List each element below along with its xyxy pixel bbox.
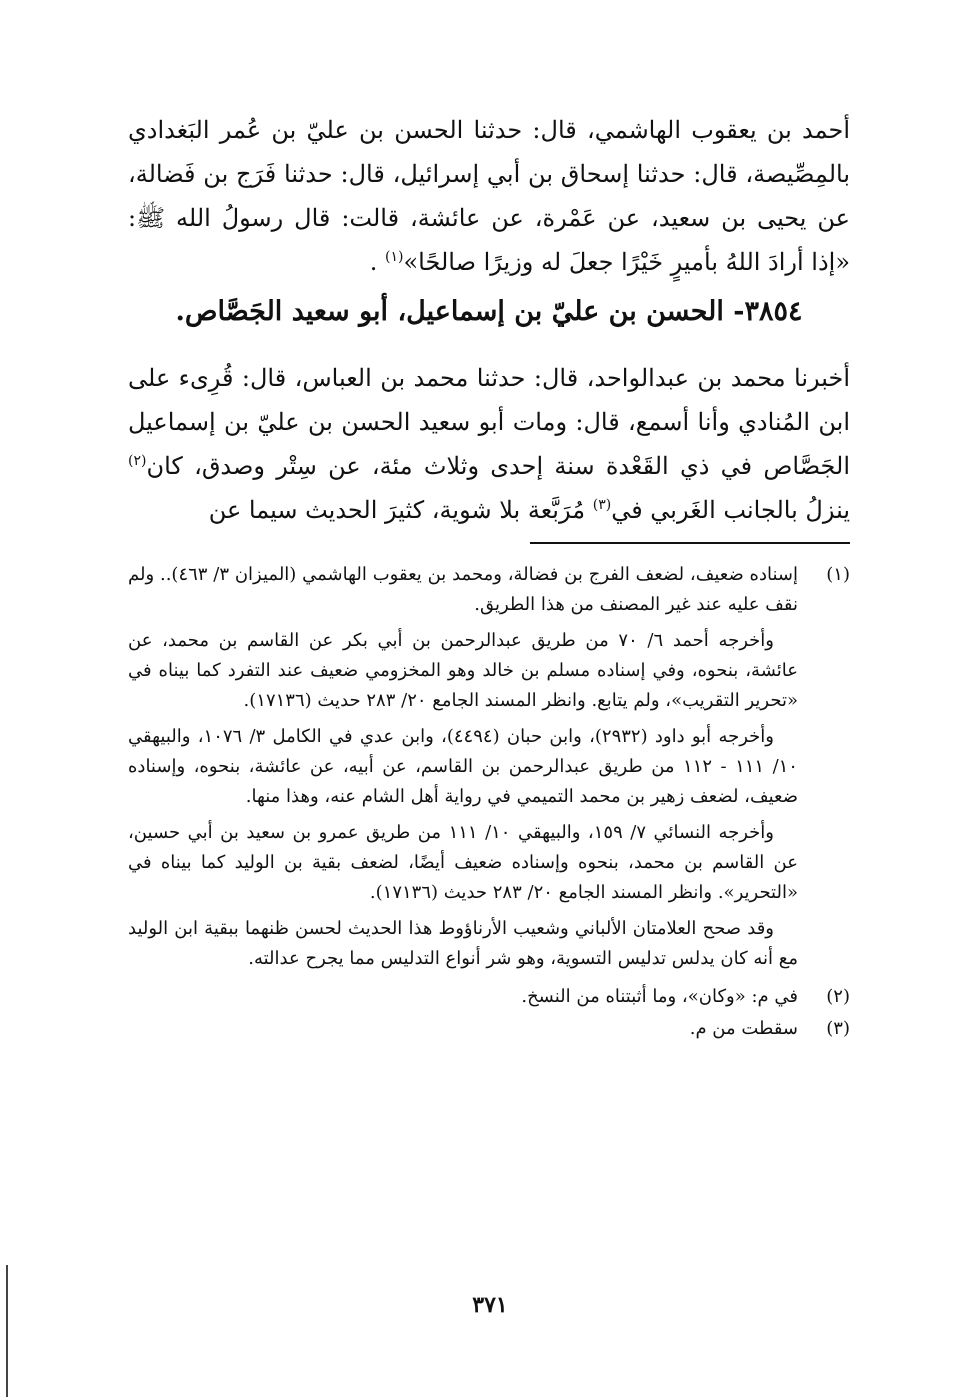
- footnote-ref-2: (٢): [128, 453, 147, 469]
- paragraph-biography-c: مُرَبَّعة بلا شوية، كثيرَ الحديث سيما عن: [208, 496, 593, 524]
- footnotes-section: [128, 560, 850, 1046]
- paragraph-hadith: [128, 108, 850, 284]
- paragraph-biography-a: أخبرنا محمد بن عبدالواحد، قال: حدثنا محمد بن العباس، قال: قُرِىء على ابن المُنادي وأنا أسمع، قال: ومات أبو سعيد الحسن بن عليّ بن إسماعيل الجَصَّاص في ذي القَعْدة سنة إحدى وثلاث مئة، عن سِتْر وصدق، كان: [128, 364, 850, 480]
- footnote-ref-3: (٣): [592, 497, 612, 513]
- main-text-block: [128, 108, 850, 284]
- footnote-1-para-1: إسناده ضعيف، لضعف الفرج بن فضالة، ومحمد بن يعقوب الهاشمي (الميزان ٣/ ٤٦٣).. ولم نقف عليه عند غير المصنف من هذا الطريق.: [128, 564, 798, 615]
- paragraph-biography-b: ينزلُ بالجانب الغَربي في: [611, 496, 850, 524]
- paragraph-hadith-text: أحمد بن يعقوب الهاشمي، قال: حدثنا الحسن بن عليّ بن عُمر البَغدادي بالمِصِّيصة، قال: حدثنا إسحاق بن أبي إسرائيل، قال: حدثنا فَرَج بن فَضالة، عن يحيى بن سعيد، عن عَمْرة، عن عائشة، قالت: قال رسولُ الله ﷺ: «إذا أرادَ اللهُ بأميرٍ خَيْرًا جعلَ له وزيرًا صالحًا»: [128, 116, 850, 276]
- footnote-ref-1: (١): [385, 249, 404, 265]
- footnote-1-para-3: وأخرجه أبو داود (٢٩٣٢)، وابن حبان (٤٤٩٤)، وابن عدي في الكامل ٣/ ١٠٧٦، والبيهقي ١٠/ ١١١ - ١١٢ من طريق عبدالرحمن بن القاسم، عن أبيه، عن عائشة، بنحوه، وإسناده ضعيف، لضعف زهير بن محمد التميمي في رواية أهل الشام عنه، وهذا منها.: [128, 726, 798, 807]
- footnote-body: في م: «وكان»، وما أثبتناه من النسخ.: [521, 986, 798, 1007]
- page-number: ٣٧١: [472, 1292, 508, 1318]
- footnote-1-para-4: وأخرجه النسائي ٧/ ١٥٩، والبيهقي ١٠/ ١١١ من طريق عمرو بن سعيد بن أبي حسين، عن القاسم بن محمد، بنحوه وإسناده ضعيف أيضًا، لضعف بقية بن الوليد كما بيناه في «التحرير». وانظر المسند الجامع ٢٠/ ٢٨٣ حديث (١٧١٣٦).: [128, 822, 798, 903]
- footnote-2: [128, 982, 850, 1012]
- footnote-divider: [530, 542, 850, 544]
- footnote-1: [128, 560, 850, 980]
- footnote-3: [128, 1014, 850, 1044]
- footnote-number: (٣): [826, 1018, 850, 1039]
- entry-heading: ٣٨٥٤- الحسن بن عليّ بن إسماعيل، أبو سعيد الجَصَّاص.: [175, 296, 803, 327]
- paragraph-hadith-end: .: [369, 248, 386, 276]
- footnote-body: سقطت من م.: [689, 1018, 798, 1039]
- footnote-number: (٢): [826, 986, 850, 1007]
- footnote-1-para-5: وقد صحح العلامتان الألباني وشعيب الأرناؤوط هذا الحديث لحسن ظنهما ببقية ابن الوليد مع أنه كان يدلس تدليس التسوية، وهو شر أنواع التدليس مما يجرح عدالته.: [128, 918, 798, 969]
- main-text-block-2: [128, 356, 850, 532]
- footnote-body: [128, 560, 798, 980]
- footnote-number: (١): [826, 564, 850, 585]
- paragraph-biography: [128, 356, 850, 532]
- scan-edge-line: [6, 1265, 8, 1397]
- footnote-1-para-2: وأخرجه أحمد ٦/ ٧٠ من طريق عبدالرحمن بن أبي بكر عن القاسم بن محمد، عن عائشة، بنحوه، وفي إسناده مسلم بن خالد وهو المخزومي ضعيف عند التفرد كما بيناه في «تحرير التقريب»، ولم يتابع. وانظر المسند الجامع ٢٠/ ٢٨٣ حديث (١٧١٣٦).: [128, 630, 798, 711]
